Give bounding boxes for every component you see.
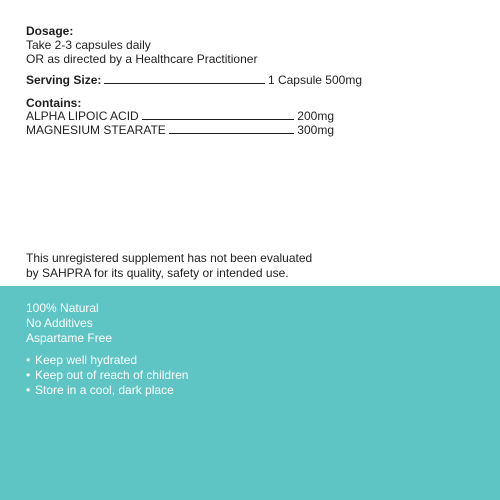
- bullet-item: [26, 383, 174, 397]
- serving-size-leader-line: [104, 82, 265, 84]
- bullet-glyph: •: [26, 383, 31, 397]
- bullet-text: Store in a cool, dark place: [35, 383, 174, 397]
- serving-size-label: Serving Size:: [26, 73, 102, 87]
- ingredient-leader-line: [142, 118, 295, 120]
- feature-no-additives: No Additives: [26, 316, 93, 330]
- bullet-glyph: •: [26, 368, 31, 382]
- ingredient-amount: 200mg: [297, 109, 334, 123]
- bullet-text: Keep well hydrated: [35, 353, 138, 367]
- dosage-heading: Dosage:: [26, 24, 74, 38]
- ingredient-amount: 300mg: [297, 123, 334, 137]
- contains-heading: Contains:: [26, 96, 82, 110]
- serving-size-row: [26, 73, 362, 87]
- disclaimer-line-2: by SAHPRA for its quality, safety or intended use.: [26, 266, 289, 280]
- bullet-glyph: •: [26, 353, 31, 367]
- bullet-item: [26, 368, 188, 382]
- serving-size-value: 1 Capsule 500mg: [267, 73, 362, 87]
- ingredient-name: ALPHA LIPOIC ACID: [26, 109, 139, 123]
- bullet-text: Keep out of reach of children: [35, 368, 189, 382]
- ingredient-row: [26, 109, 334, 123]
- ingredient-leader-line: [169, 132, 295, 134]
- disclaimer-line-1: This unregistered supplement has not been evaluated: [26, 251, 313, 265]
- bullet-item: [26, 353, 137, 367]
- ingredient-name: MAGNESIUM STEARATE: [26, 123, 166, 137]
- dosage-line-1: Take 2-3 capsules daily: [26, 38, 151, 52]
- feature-natural: 100% Natural: [26, 301, 99, 315]
- dosage-line-2: OR as directed by a Healthcare Practitioner: [26, 52, 258, 66]
- feature-aspartame-free: Aspartame Free: [26, 331, 113, 345]
- ingredient-row: [26, 123, 334, 137]
